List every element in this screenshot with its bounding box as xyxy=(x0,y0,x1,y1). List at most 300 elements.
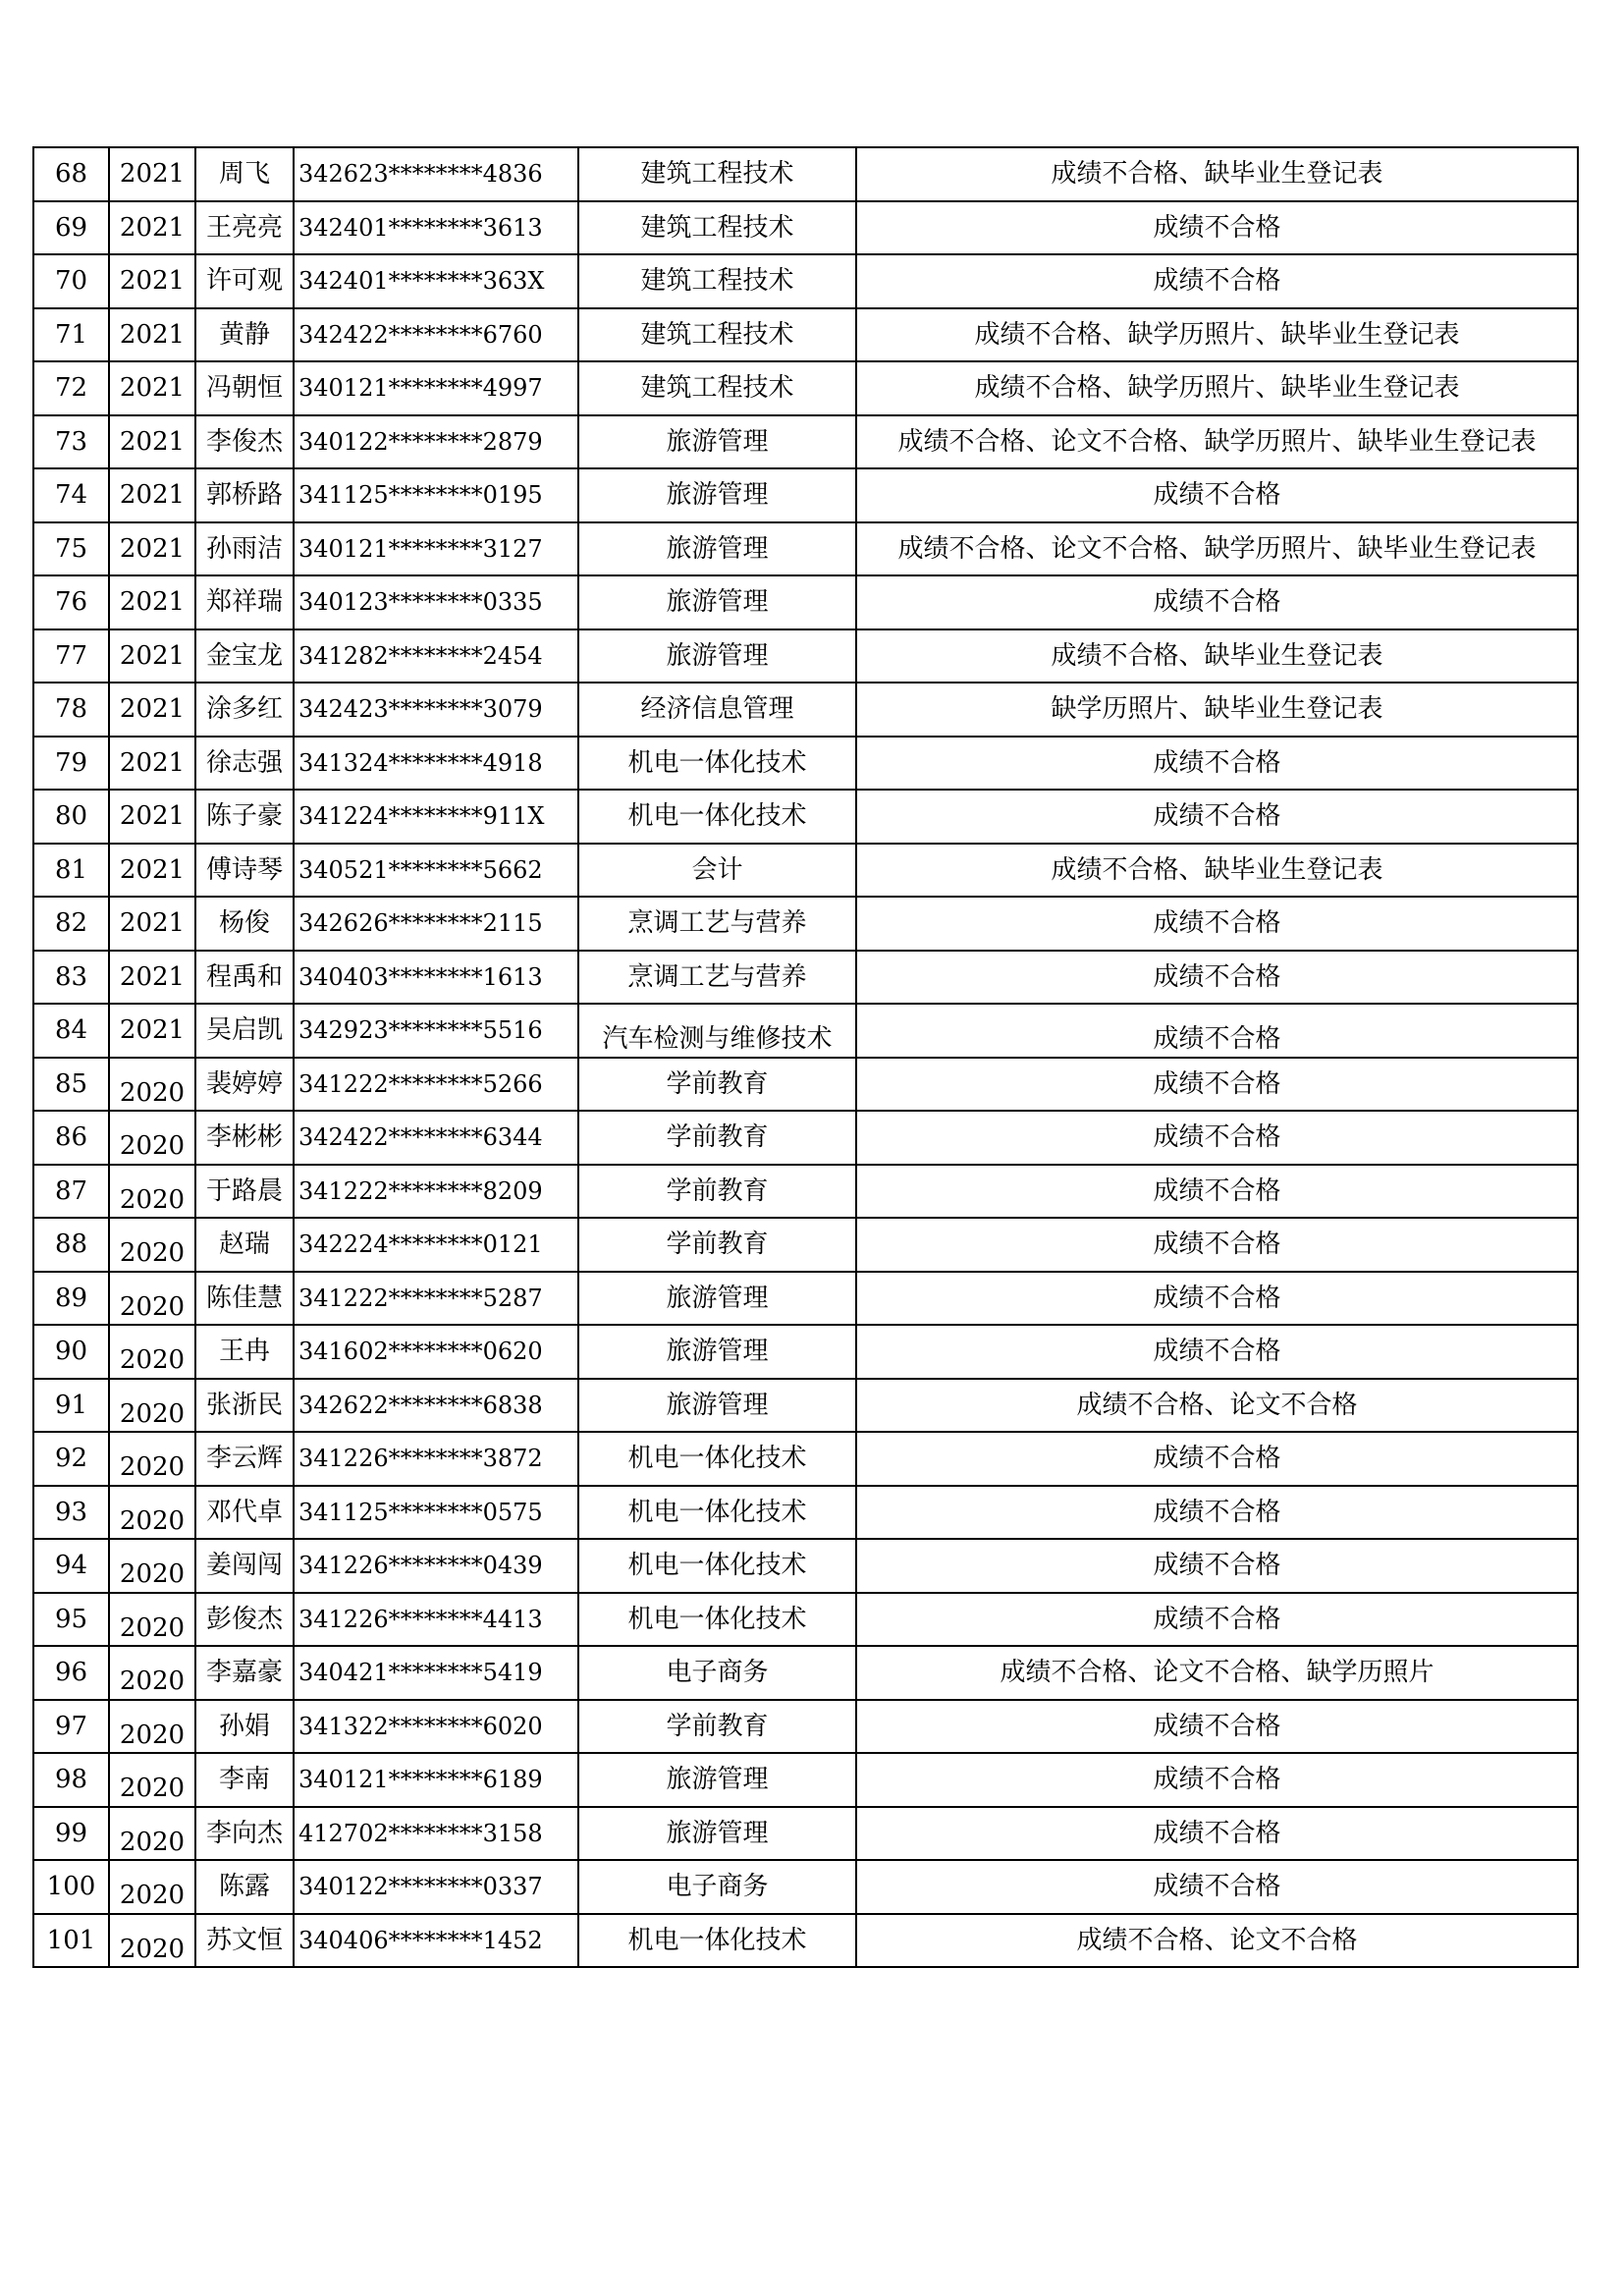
year-cell-text: 2020 xyxy=(119,1131,186,1162)
reason-cell-text: 成绩不合格、缺毕业生登记表 xyxy=(1051,159,1383,190)
reason-cell xyxy=(856,1700,1578,1754)
year-cell xyxy=(109,415,195,469)
id-number-cell-text: 340123********0335 xyxy=(298,588,543,617)
row-number-cell-text: 86 xyxy=(54,1122,88,1153)
major-cell xyxy=(578,1058,856,1112)
reason-cell xyxy=(856,844,1578,898)
name-cell-text: 孙娟 xyxy=(218,1711,270,1741)
id-number-cell-text: 342401********3613 xyxy=(298,213,543,242)
reason-cell-text: 成绩不合格 xyxy=(1153,212,1281,243)
name-cell-text: 陈露 xyxy=(218,1872,270,1902)
year-cell xyxy=(109,1111,195,1165)
row-number-cell-text: 68 xyxy=(54,159,88,190)
row-number-cell-text: 94 xyxy=(54,1551,88,1581)
table-row xyxy=(33,147,1578,201)
name-cell-text: 李向杰 xyxy=(205,1818,283,1848)
row-number-cell xyxy=(33,1272,109,1326)
reason-cell xyxy=(856,1646,1578,1700)
year-cell-text: 2020 xyxy=(119,1505,186,1536)
reason-cell-text: 成绩不合格、论文不合格、缺学历照片 xyxy=(1000,1658,1434,1688)
table-row xyxy=(33,1111,1578,1165)
name-cell-text: 涂多红 xyxy=(205,694,283,725)
name-cell-text: 邓代卓 xyxy=(205,1497,283,1527)
year-cell xyxy=(109,254,195,308)
name-cell-text: 李彬彬 xyxy=(205,1122,283,1153)
name-cell xyxy=(195,468,294,522)
reason-cell xyxy=(856,522,1578,576)
table-row xyxy=(33,1379,1578,1433)
year-cell xyxy=(109,1753,195,1807)
row-number-cell-text: 81 xyxy=(54,854,88,885)
table-row xyxy=(33,468,1578,522)
table-row xyxy=(33,1753,1578,1807)
major-cell xyxy=(578,361,856,415)
reason-cell-text: 成绩不合格 xyxy=(1153,480,1281,511)
name-cell xyxy=(195,897,294,951)
row-number-cell xyxy=(33,629,109,683)
id-number-cell xyxy=(294,1272,578,1326)
major-cell xyxy=(578,1379,856,1433)
row-number-cell-text: 100 xyxy=(46,1872,96,1902)
row-number-cell xyxy=(33,1218,109,1272)
reason-cell-text: 成绩不合格、缺毕业生登记表 xyxy=(1051,854,1383,885)
major-cell-text: 烹调工艺与营养 xyxy=(627,908,807,939)
major-cell-text: 旅游管理 xyxy=(666,480,769,511)
major-cell xyxy=(578,415,856,469)
row-number-cell-text: 72 xyxy=(54,373,88,404)
id-number-cell-text: 412702********3158 xyxy=(298,1819,543,1847)
table-row xyxy=(33,522,1578,576)
major-cell xyxy=(578,201,856,255)
id-number-cell xyxy=(294,1593,578,1647)
id-number-cell xyxy=(294,683,578,737)
name-cell-text: 李嘉豪 xyxy=(205,1658,283,1688)
row-number-cell-text: 79 xyxy=(54,747,88,778)
id-number-cell xyxy=(294,254,578,308)
reason-cell xyxy=(856,1486,1578,1540)
row-number-cell-text: 88 xyxy=(54,1230,88,1260)
year-cell xyxy=(109,575,195,629)
reason-cell-text: 成绩不合格 xyxy=(1153,1337,1281,1367)
year-cell-text: 2020 xyxy=(119,1934,186,1964)
id-number-cell xyxy=(294,415,578,469)
reason-cell xyxy=(856,1860,1578,1914)
major-cell-text: 旅游管理 xyxy=(666,426,769,457)
major-cell-text: 旅游管理 xyxy=(666,1818,769,1848)
year-cell xyxy=(109,1860,195,1914)
reason-cell xyxy=(856,254,1578,308)
year-cell xyxy=(109,1165,195,1219)
year-cell-text: 2021 xyxy=(119,319,186,350)
name-cell xyxy=(195,1593,294,1647)
year-cell-text: 2021 xyxy=(119,694,186,725)
major-cell xyxy=(578,1165,856,1219)
row-number-cell xyxy=(33,1486,109,1540)
id-number-cell-text: 341125********0575 xyxy=(298,1498,543,1526)
row-number-cell-text: 82 xyxy=(54,908,88,939)
id-number-cell-text: 342422********6760 xyxy=(298,320,543,349)
major-cell-text: 建筑工程技术 xyxy=(640,373,794,404)
row-number-cell xyxy=(33,468,109,522)
major-cell xyxy=(578,254,856,308)
table-row xyxy=(33,1432,1578,1486)
major-cell-text: 学前教育 xyxy=(666,1068,769,1099)
major-cell-text: 建筑工程技术 xyxy=(640,212,794,243)
table-row xyxy=(33,361,1578,415)
row-number-cell-text: 85 xyxy=(54,1068,88,1099)
reason-cell-text: 成绩不合格 xyxy=(1153,1068,1281,1099)
row-number-cell xyxy=(33,201,109,255)
name-cell-text: 赵瑞 xyxy=(218,1230,270,1260)
roster-body xyxy=(33,147,1578,1967)
year-cell-text: 2020 xyxy=(119,1559,186,1590)
name-cell-text: 苏文恒 xyxy=(205,1925,283,1955)
major-cell-text: 汽车检测与维修技术 xyxy=(602,1024,833,1055)
id-number-cell-text: 340122********2879 xyxy=(298,427,543,456)
reason-cell-text: 成绩不合格、论文不合格 xyxy=(1076,1925,1358,1955)
major-cell xyxy=(578,147,856,201)
name-cell-text: 张浙民 xyxy=(205,1390,283,1420)
row-number-cell-text: 77 xyxy=(54,640,88,671)
major-cell-text: 旅游管理 xyxy=(666,1283,769,1313)
year-cell-text: 2021 xyxy=(119,908,186,939)
row-number-cell xyxy=(33,147,109,201)
name-cell-text: 李俊杰 xyxy=(205,426,283,457)
year-cell xyxy=(109,201,195,255)
id-number-cell xyxy=(294,522,578,576)
major-cell-text: 旅游管理 xyxy=(666,533,769,564)
reason-cell-text: 成绩不合格 xyxy=(1153,1497,1281,1527)
major-cell xyxy=(578,1004,856,1058)
major-cell-text: 机电一体化技术 xyxy=(627,1444,807,1474)
id-number-cell xyxy=(294,1753,578,1807)
major-cell-text: 学前教育 xyxy=(666,1711,769,1741)
reason-cell xyxy=(856,1218,1578,1272)
reason-cell xyxy=(856,147,1578,201)
major-cell-text: 经济信息管理 xyxy=(640,694,794,725)
major-cell xyxy=(578,575,856,629)
row-number-cell-text: 95 xyxy=(54,1604,88,1634)
reason-cell xyxy=(856,308,1578,362)
name-cell xyxy=(195,1700,294,1754)
major-cell xyxy=(578,1539,856,1593)
id-number-cell xyxy=(294,1914,578,1968)
row-number-cell xyxy=(33,1325,109,1379)
major-cell-text: 旅游管理 xyxy=(666,1390,769,1420)
major-cell xyxy=(578,737,856,791)
year-cell-text: 2020 xyxy=(119,1827,186,1857)
row-number-cell-text: 76 xyxy=(54,587,88,618)
table-row xyxy=(33,1914,1578,1968)
year-cell-text: 2020 xyxy=(119,1291,186,1322)
name-cell xyxy=(195,1646,294,1700)
table-row xyxy=(33,415,1578,469)
name-cell xyxy=(195,1432,294,1486)
name-cell-text: 姜闯闯 xyxy=(205,1551,283,1581)
name-cell-text: 吴启凯 xyxy=(205,1015,283,1046)
year-cell-text: 2021 xyxy=(119,159,186,190)
year-cell-text: 2021 xyxy=(119,1015,186,1046)
reason-cell xyxy=(856,1004,1578,1058)
reason-cell-text: 成绩不合格 xyxy=(1153,908,1281,939)
name-cell-text: 裴婷婷 xyxy=(205,1068,283,1099)
row-number-cell xyxy=(33,1914,109,1968)
major-cell-text: 会计 xyxy=(691,854,743,885)
reason-cell-text: 成绩不合格 xyxy=(1153,1122,1281,1153)
major-cell xyxy=(578,1593,856,1647)
reason-cell xyxy=(856,201,1578,255)
id-number-cell-text: 341224********911X xyxy=(298,802,545,831)
year-cell xyxy=(109,897,195,951)
row-number-cell-text: 71 xyxy=(54,319,88,350)
row-number-cell xyxy=(33,254,109,308)
major-cell-text: 机电一体化技术 xyxy=(627,1497,807,1527)
id-number-cell-text: 341222********5287 xyxy=(298,1284,543,1312)
major-cell-text: 建筑工程技术 xyxy=(640,159,794,190)
id-number-cell-text: 340121********3127 xyxy=(298,534,543,563)
reason-cell xyxy=(856,683,1578,737)
year-cell xyxy=(109,1539,195,1593)
id-number-cell xyxy=(294,897,578,951)
reason-cell-text: 成绩不合格、缺学历照片、缺毕业生登记表 xyxy=(974,373,1460,404)
year-cell xyxy=(109,629,195,683)
reason-cell-text: 成绩不合格 xyxy=(1153,1765,1281,1795)
id-number-cell-text: 342224********0121 xyxy=(298,1230,543,1259)
id-number-cell xyxy=(294,629,578,683)
name-cell-text: 彭俊杰 xyxy=(205,1604,283,1634)
row-number-cell xyxy=(33,1004,109,1058)
id-number-cell xyxy=(294,1432,578,1486)
year-cell-text: 2020 xyxy=(119,1613,186,1643)
table-row xyxy=(33,1325,1578,1379)
name-cell xyxy=(195,790,294,844)
major-cell xyxy=(578,1111,856,1165)
reason-cell-text: 成绩不合格、缺学历照片、缺毕业生登记表 xyxy=(974,319,1460,350)
row-number-cell-text: 87 xyxy=(54,1175,88,1206)
reason-cell-text: 成绩不合格 xyxy=(1153,1711,1281,1741)
name-cell xyxy=(195,951,294,1005)
row-number-cell-text: 75 xyxy=(54,533,88,564)
name-cell xyxy=(195,1111,294,1165)
reason-cell xyxy=(856,468,1578,522)
row-number-cell xyxy=(33,1432,109,1486)
row-number-cell-text: 99 xyxy=(54,1818,88,1848)
major-cell-text: 机电一体化技术 xyxy=(627,1925,807,1955)
row-number-cell xyxy=(33,737,109,791)
major-cell-text: 烹调工艺与营养 xyxy=(627,961,807,992)
reason-cell-text: 成绩不合格 xyxy=(1153,747,1281,778)
name-cell xyxy=(195,1753,294,1807)
major-cell-text: 机电一体化技术 xyxy=(627,801,807,832)
name-cell xyxy=(195,522,294,576)
reason-cell-text: 成绩不合格 xyxy=(1153,587,1281,618)
year-cell-text: 2021 xyxy=(119,212,186,243)
year-cell-text: 2020 xyxy=(119,1667,186,1697)
id-number-cell-text: 340122********0337 xyxy=(298,1873,543,1901)
reason-cell xyxy=(856,1379,1578,1433)
table-row xyxy=(33,308,1578,362)
name-cell xyxy=(195,1914,294,1968)
id-number-cell xyxy=(294,147,578,201)
reason-cell-text: 缺学历照片、缺毕业生登记表 xyxy=(1051,694,1383,725)
year-cell xyxy=(109,308,195,362)
major-cell-text: 旅游管理 xyxy=(666,640,769,671)
major-cell-text: 机电一体化技术 xyxy=(627,747,807,778)
row-number-cell xyxy=(33,361,109,415)
id-number-cell-text: 341125********0195 xyxy=(298,481,543,510)
id-number-cell-text: 341322********6020 xyxy=(298,1712,543,1740)
reason-cell xyxy=(856,575,1578,629)
id-number-cell xyxy=(294,1325,578,1379)
major-cell xyxy=(578,683,856,737)
reason-cell-text: 成绩不合格 xyxy=(1153,1444,1281,1474)
row-number-cell xyxy=(33,575,109,629)
year-cell xyxy=(109,951,195,1005)
reason-cell xyxy=(856,1272,1578,1326)
table-row xyxy=(33,1486,1578,1540)
major-cell xyxy=(578,308,856,362)
table-row xyxy=(33,897,1578,951)
reason-cell xyxy=(856,737,1578,791)
id-number-cell-text: 340421********5419 xyxy=(298,1659,543,1687)
major-cell-text: 机电一体化技术 xyxy=(627,1551,807,1581)
name-cell xyxy=(195,361,294,415)
year-cell-text: 2020 xyxy=(119,1720,186,1750)
major-cell-text: 学前教育 xyxy=(666,1122,769,1153)
reason-cell xyxy=(856,1432,1578,1486)
major-cell xyxy=(578,1432,856,1486)
name-cell xyxy=(195,575,294,629)
major-cell xyxy=(578,1646,856,1700)
reason-cell-text: 成绩不合格 xyxy=(1153,266,1281,297)
table-row xyxy=(33,1646,1578,1700)
year-cell-text: 2021 xyxy=(119,640,186,671)
reason-cell-text: 成绩不合格 xyxy=(1153,1024,1281,1055)
year-cell xyxy=(109,1486,195,1540)
table-row xyxy=(33,1700,1578,1754)
row-number-cell-text: 91 xyxy=(54,1390,88,1420)
major-cell xyxy=(578,1325,856,1379)
reason-cell xyxy=(856,1058,1578,1112)
year-cell-text: 2021 xyxy=(119,266,186,297)
year-cell-text: 2020 xyxy=(119,1452,186,1483)
major-cell xyxy=(578,844,856,898)
major-cell-text: 旅游管理 xyxy=(666,1765,769,1795)
reason-cell-text: 成绩不合格 xyxy=(1153,1283,1281,1313)
row-number-cell xyxy=(33,844,109,898)
reason-cell xyxy=(856,1593,1578,1647)
table-row xyxy=(33,1058,1578,1112)
table-row xyxy=(33,254,1578,308)
reason-cell xyxy=(856,415,1578,469)
name-cell xyxy=(195,147,294,201)
year-cell xyxy=(109,683,195,737)
reason-cell xyxy=(856,1165,1578,1219)
year-cell xyxy=(109,1218,195,1272)
major-cell xyxy=(578,1914,856,1968)
name-cell-text: 冯朝恒 xyxy=(205,373,283,404)
table-row xyxy=(33,1218,1578,1272)
row-number-cell-text: 90 xyxy=(54,1337,88,1367)
major-cell xyxy=(578,1218,856,1272)
name-cell xyxy=(195,737,294,791)
row-number-cell-text: 93 xyxy=(54,1497,88,1527)
reason-cell-text: 成绩不合格、论文不合格 xyxy=(1076,1390,1358,1420)
id-number-cell-text: 341226********4413 xyxy=(298,1605,543,1633)
reason-cell xyxy=(856,1111,1578,1165)
table-row xyxy=(33,629,1578,683)
major-cell xyxy=(578,1807,856,1861)
year-cell-text: 2020 xyxy=(119,1077,186,1108)
row-number-cell-text: 98 xyxy=(54,1765,88,1795)
name-cell xyxy=(195,1325,294,1379)
reason-cell-text: 成绩不合格 xyxy=(1153,1818,1281,1848)
row-number-cell xyxy=(33,1593,109,1647)
row-number-cell xyxy=(33,951,109,1005)
row-number-cell xyxy=(33,1807,109,1861)
id-number-cell-text: 342626********2115 xyxy=(298,909,543,938)
id-number-cell-text: 342623********4836 xyxy=(298,160,543,189)
row-number-cell-text: 89 xyxy=(54,1283,88,1313)
year-cell-text: 2020 xyxy=(119,1238,186,1269)
row-number-cell-text: 92 xyxy=(54,1444,88,1474)
table-row xyxy=(33,844,1578,898)
row-number-cell xyxy=(33,1058,109,1112)
id-number-cell-text: 341602********0620 xyxy=(298,1338,543,1366)
year-cell-text: 2021 xyxy=(119,533,186,564)
name-cell xyxy=(195,1165,294,1219)
row-number-cell-text: 97 xyxy=(54,1711,88,1741)
table-row xyxy=(33,1165,1578,1219)
row-number-cell-text: 83 xyxy=(54,961,88,992)
name-cell xyxy=(195,1218,294,1272)
name-cell-text: 杨俊 xyxy=(218,908,270,939)
major-cell-text: 旅游管理 xyxy=(666,1337,769,1367)
table-row xyxy=(33,1860,1578,1914)
id-number-cell xyxy=(294,951,578,1005)
id-number-cell xyxy=(294,1807,578,1861)
major-cell xyxy=(578,468,856,522)
id-number-cell xyxy=(294,844,578,898)
name-cell-text: 程禹和 xyxy=(205,961,283,992)
major-cell xyxy=(578,1753,856,1807)
name-cell xyxy=(195,254,294,308)
reason-cell-text: 成绩不合格 xyxy=(1153,1551,1281,1581)
year-cell xyxy=(109,1914,195,1968)
year-cell xyxy=(109,1807,195,1861)
reason-cell xyxy=(856,1914,1578,1968)
name-cell xyxy=(195,1539,294,1593)
reason-cell-text: 成绩不合格 xyxy=(1153,1872,1281,1902)
id-number-cell-text: 340403********1613 xyxy=(298,962,543,991)
major-cell xyxy=(578,1486,856,1540)
name-cell xyxy=(195,1807,294,1861)
name-cell xyxy=(195,1058,294,1112)
id-number-cell xyxy=(294,468,578,522)
table-row xyxy=(33,737,1578,791)
id-number-cell xyxy=(294,1218,578,1272)
year-cell xyxy=(109,1379,195,1433)
student-roster-table xyxy=(32,146,1579,1968)
major-cell-text: 建筑工程技术 xyxy=(640,266,794,297)
year-cell-text: 2020 xyxy=(119,1398,186,1429)
reason-cell xyxy=(856,629,1578,683)
reason-cell xyxy=(856,361,1578,415)
major-cell xyxy=(578,1860,856,1914)
year-cell-text: 2020 xyxy=(119,1345,186,1376)
name-cell-text: 李南 xyxy=(218,1765,270,1795)
major-cell xyxy=(578,1700,856,1754)
